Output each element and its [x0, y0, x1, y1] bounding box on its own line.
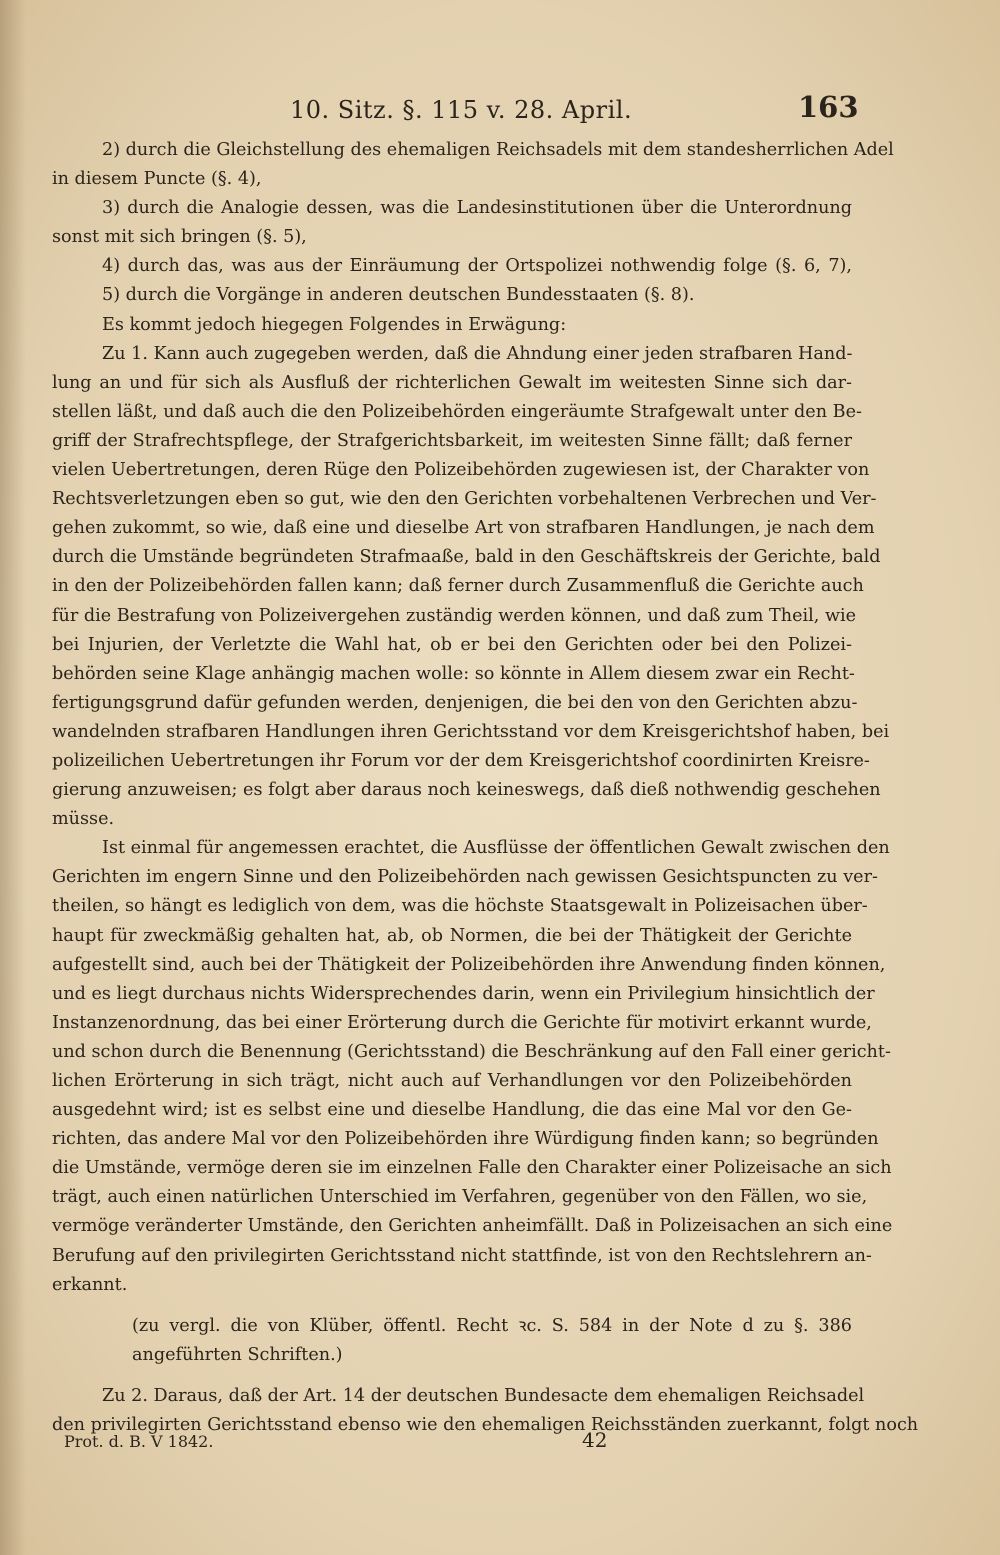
text-line: in diesem Puncte (§. 4), — [52, 169, 262, 190]
text-line: Gerichten im engern Sinne und den Polizeibehörden nach gewissen Gesichtspuncten zu ver- — [52, 867, 878, 888]
text-line: in den der Polizeibehörden fallen kann; daß ferner durch Zusammenfluß die Gerichte auch — [52, 576, 864, 597]
text-line: haupt für zweckmäßig gehalten hat, ab, ob Normen, die bei der Thätigkeit der Gerichte — [52, 925, 852, 946]
binding-shadow — [0, 0, 26, 1555]
footer-citation: Prot. d. B. V 1842. — [64, 1432, 214, 1451]
text-line: und schon durch die Benennung (Gerichtsstand) die Beschränkung auf den Fall einer gericht- — [52, 1041, 891, 1062]
text-line: behörden seine Klage anhängig machen wolle: so könnte in Allem diesem zwar ein Recht- — [52, 663, 855, 684]
text-line: und es liegt durchaus nichts Widersprechendes darin, wenn ein Privilegium hinsichtlich der — [52, 983, 875, 1004]
text-line: trägt, auch einen natürlichen Unterschied im Verfahren, gegenüber von den Fällen, wo sie, — [52, 1187, 868, 1208]
page-header — [52, 90, 859, 130]
text-line: richten, das andere Mal vor den Polizeibehörden ihre Würdigung finden kann; so begründen — [52, 1129, 879, 1150]
text-line: ausgedehnt wird; ist es selbst eine und dieselbe Handlung, die das eine Mal vor den Ge- — [52, 1100, 852, 1121]
text-line: vermöge veränderter Umstände, den Gerichten anheimfällt. Daß in Polizeisachen an sich eine — [52, 1216, 893, 1237]
text-line: 4) durch das, was aus der Einräumung der Ortspolizei nothwendig folge (§. 6, 7), — [102, 256, 852, 277]
text-line: vielen Uebertretungen, deren Rüge den Polizeibehörden zugewiesen ist, der Charakter von — [52, 460, 870, 481]
paragraph-gap — [52, 1370, 852, 1382]
running-head: 10. Sitz. §. 115 v. 28. April. — [290, 96, 633, 124]
text-line: Ist einmal für angemessen erachtet, die Ausflüsse der öffentlichen Gewalt zwischen den — [102, 838, 890, 859]
text-line: sonst mit sich bringen (§. 5), — [52, 227, 307, 248]
text-line: angeführten Schriften.) — [132, 1344, 343, 1365]
text-line: Zu 1. Kann auch zugegeben werden, daß die Ahndung einer jeden strafbaren Hand- — [102, 343, 853, 364]
text-line: die Umstände, vermöge deren sie im einzelnen Falle den Charakter einer Polizeisache an sich — [52, 1158, 892, 1179]
text-line: Zu 2. Daraus, daß der Art. 14 der deutschen Bundesacte dem ehemaligen Reichsadel — [102, 1385, 865, 1406]
text-line: fertigungsgrund dafür gefunden werden, denjenigen, die bei den von den Gerichten abzu- — [52, 692, 858, 713]
text-line: bei Injurien, der Verletzte die Wahl hat, ob er bei den Gerichten oder bei den Polizei- — [52, 634, 852, 655]
text-line: 3) durch die Analogie dessen, was die Landesinstitutionen über die Unterordnung — [102, 198, 852, 219]
text-line: lung an und für sich als Ausfluß der richterlichen Gewalt im weitesten Sinne sich dar- — [52, 372, 852, 393]
text-line: aufgestellt sind, auch bei der Thätigkeit der Polizeibehörden ihre Anwendung finden können, — [52, 954, 886, 975]
text-line: müsse. — [52, 809, 115, 830]
text-line: Instanzenordnung, das bei einer Erörterung durch die Gerichte für motivirt erkannt wurde, — [52, 1012, 872, 1033]
text-line: erkannt. — [52, 1274, 128, 1295]
page-body — [52, 136, 919, 1440]
text-line: durch die Umstände begründeten Strafmaaße, bald in den Geschäftskreis der Gerichte, bald — [52, 547, 881, 568]
text-line: Rechtsverletzungen eben so gut, wie den den Gerichten vorbehaltenen Verbrechen und Ver- — [52, 489, 877, 510]
text-line: für die Bestrafung von Polizeivergehen zuständig werden können, und daß zum Theil, wie — [52, 605, 857, 626]
text-line: 5) durch die Vorgänge in anderen deutschen Bundesstaaten (§. 8). — [102, 285, 695, 306]
text-line: gehen zukommt, so wie, daß eine und dieselbe Art von strafbaren Handlungen, je nach dem — [52, 518, 875, 539]
text-line: Berufung auf den privilegirten Gerichtsstand nicht stattfinde, ist von den Rechtslehrern an- — [52, 1245, 872, 1266]
page-number: 163 — [798, 90, 859, 124]
text-line: wandelnden strafbaren Handlungen ihren Gerichtsstand vor dem Kreisgerichtshof haben, bei — [52, 721, 890, 742]
text-line: 2) durch die Gleichstellung des ehemaligen Reichsadels mit dem standesherrlichen Adel — [102, 140, 894, 160]
text-line: griff der Strafrechtspflege, der Strafgerichtsbarkeit, im weitesten Sinne fällt; daß ferner — [52, 430, 852, 451]
text-line: (zu vergl. die von Klüber, öffentl. Recht ꝛc. S. 584 in der Note d zu §. 386 — [132, 1315, 852, 1336]
text-line: den privilegirten Gerichtsstand ebenso wie den ehemaligen Reichsständen zuerkannt, folgt noch — [52, 1415, 919, 1436]
text-line: stellen läßt, und daß auch die den Polizeibehörden eingeräumte Strafgewalt unter den Be- — [52, 401, 862, 422]
text-line: lichen Erörterung in sich trägt, nicht auch auf Verhandlungen vor den Polizeibehörden — [52, 1071, 852, 1091]
text-line: theilen, so hängt es lediglich von dem, was die höchste Staatsgewalt in Polizeisachen über- — [52, 896, 868, 917]
text-line: gierung anzuweisen; es folgt aber daraus noch keineswegs, daß dieß nothwendig geschehen — [52, 780, 881, 801]
text-line: polizeilichen Uebertretungen ihr Forum vor der dem Kreisgerichtshof coordinirten Kreisre- — [52, 750, 870, 771]
page-footer — [64, 1428, 864, 1456]
paragraph-gap — [52, 1300, 852, 1312]
text-line: Es kommt jedoch hiegegen Folgendes in Erwägung: — [102, 314, 567, 335]
signature-mark: 42 — [582, 1428, 608, 1452]
